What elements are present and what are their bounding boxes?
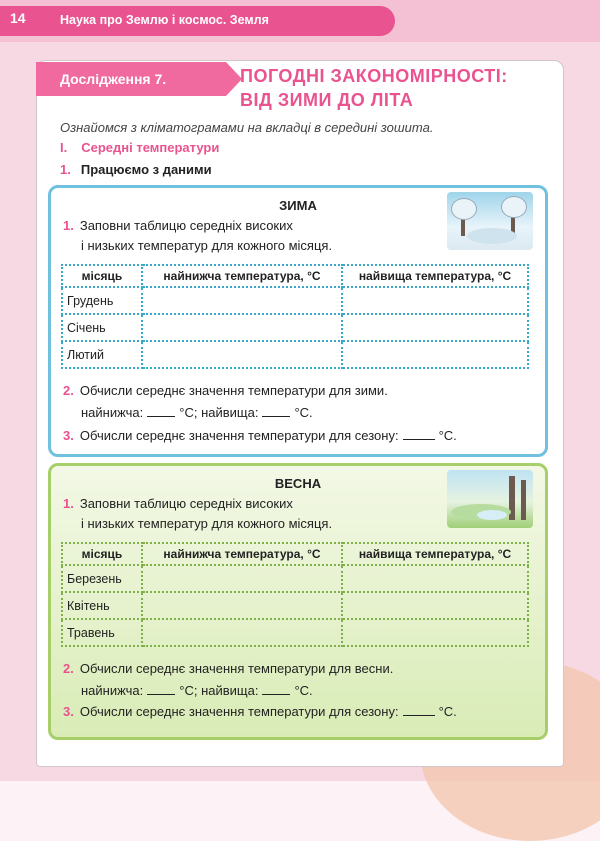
spring-task1: [63, 496, 293, 511]
spring-task2-num: 2.: [63, 661, 74, 676]
spring-task1-line2: і низьких температур для кожного місяця.: [81, 516, 333, 531]
high-answer-blank[interactable]: [262, 406, 290, 417]
low-answer-blank[interactable]: [147, 684, 175, 695]
high-temp-cell[interactable]: [342, 314, 528, 341]
col-low-header: найнижча температура, °С: [142, 543, 342, 565]
spring-task3-text: Обчисли середнє значення температури для сезону:: [79, 704, 399, 719]
winter-task2: [63, 383, 388, 398]
high-temp-cell[interactable]: [342, 341, 528, 368]
col-high-header: найвища температура, °С: [342, 265, 528, 287]
winter-task1-line1: Заповни таблицю середніх високих: [79, 218, 293, 233]
section-heading: [60, 140, 219, 155]
month-cell: Грудень: [62, 287, 142, 314]
table-row: [62, 592, 528, 619]
end-unit: °С.: [294, 683, 313, 698]
winter-table: [61, 264, 529, 369]
season-answer-blank[interactable]: [403, 705, 435, 716]
spring-table: [61, 542, 529, 647]
low-temp-cell[interactable]: [142, 341, 342, 368]
study-title-line2: ВІД ЗИМИ ДО ЛІТА: [240, 90, 414, 110]
winter-task3-unit: °С.: [438, 428, 457, 443]
section-number: I.: [60, 140, 68, 155]
month-cell: Березень: [62, 565, 142, 592]
low-temp-cell[interactable]: [142, 565, 342, 592]
winter-task2-answers: [81, 405, 313, 420]
end-unit: °С.: [294, 405, 313, 420]
spring-task2-answers: [81, 683, 313, 698]
spring-panel: [48, 463, 548, 740]
table-row: [62, 565, 528, 592]
spring-task2-text: Обчисли середнє значення температури для весни.: [79, 661, 394, 676]
high-temp-cell[interactable]: [342, 619, 528, 646]
subsection-title: Працюємо з даними: [80, 162, 212, 177]
low-temp-cell[interactable]: [142, 287, 342, 314]
low-temp-cell[interactable]: [142, 592, 342, 619]
spring-task3-unit: °С.: [438, 704, 457, 719]
table-row: [62, 287, 528, 314]
page-number: 14: [10, 10, 26, 26]
season-answer-blank[interactable]: [403, 429, 435, 440]
month-cell: Лютий: [62, 341, 142, 368]
page-header: [0, 0, 600, 42]
table-row: [62, 619, 528, 646]
high-temp-cell[interactable]: [342, 287, 528, 314]
winter-task1-num: 1.: [63, 218, 74, 233]
subsection-heading: [60, 162, 212, 177]
winter-task2-num: 2.: [63, 383, 74, 398]
table-header-row: [62, 543, 528, 565]
winter-task3-text: Обчисли середнє значення температури для сезону:: [79, 428, 399, 443]
high-answer-blank[interactable]: [262, 684, 290, 695]
winter-panel: [48, 185, 548, 457]
low-temp-cell[interactable]: [142, 314, 342, 341]
low-answer-blank[interactable]: [147, 406, 175, 417]
mid-unit: °С; найвища:: [179, 683, 259, 698]
col-month-header: місяць: [62, 265, 142, 287]
winter-title: ЗИМА: [279, 198, 317, 213]
winter-task3: [63, 428, 457, 443]
table-row: [62, 341, 528, 368]
month-cell: Травень: [62, 619, 142, 646]
spring-task1-line1: Заповни таблицю середніх високих: [79, 496, 293, 511]
spring-task2: [63, 661, 393, 676]
high-temp-cell[interactable]: [342, 565, 528, 592]
winter-task1-line2: і низьких температур для кожного місяця.: [81, 238, 333, 253]
spring-title: ВЕСНА: [274, 476, 322, 491]
subsection-number: 1.: [60, 162, 71, 177]
high-temp-cell[interactable]: [342, 592, 528, 619]
winter-task2-text: Обчисли середнє значення температури для зими.: [79, 383, 388, 398]
winter-task1: [63, 218, 293, 233]
intro-text: Ознайомся з кліматограмами на вкладці в середині зошита.: [60, 120, 434, 135]
spring-task1-num: 1.: [63, 496, 74, 511]
low-label: найнижча:: [81, 683, 144, 698]
table-row: [62, 314, 528, 341]
winter-task3-num: 3.: [63, 428, 74, 443]
month-cell: Квітень: [62, 592, 142, 619]
section-title: Середні температури: [81, 140, 220, 155]
low-label: найнижча:: [81, 405, 144, 420]
month-cell: Січень: [62, 314, 142, 341]
spring-task3-num: 3.: [63, 704, 74, 719]
low-temp-cell[interactable]: [142, 619, 342, 646]
col-month-header: місяць: [62, 543, 142, 565]
col-low-header: найнижча температура, °С: [142, 265, 342, 287]
study-label: Дослідження 7.: [60, 71, 167, 87]
mid-unit: °С; найвища:: [179, 405, 259, 420]
col-high-header: найвища температура, °С: [342, 543, 528, 565]
table-header-row: [62, 265, 528, 287]
spring-task3: [63, 704, 457, 719]
study-title-line1: ПОГОДНІ ЗАКОНОМІРНОСТІ:: [240, 66, 508, 86]
header-title: Наука про Землю і космос. Земля: [60, 13, 269, 27]
